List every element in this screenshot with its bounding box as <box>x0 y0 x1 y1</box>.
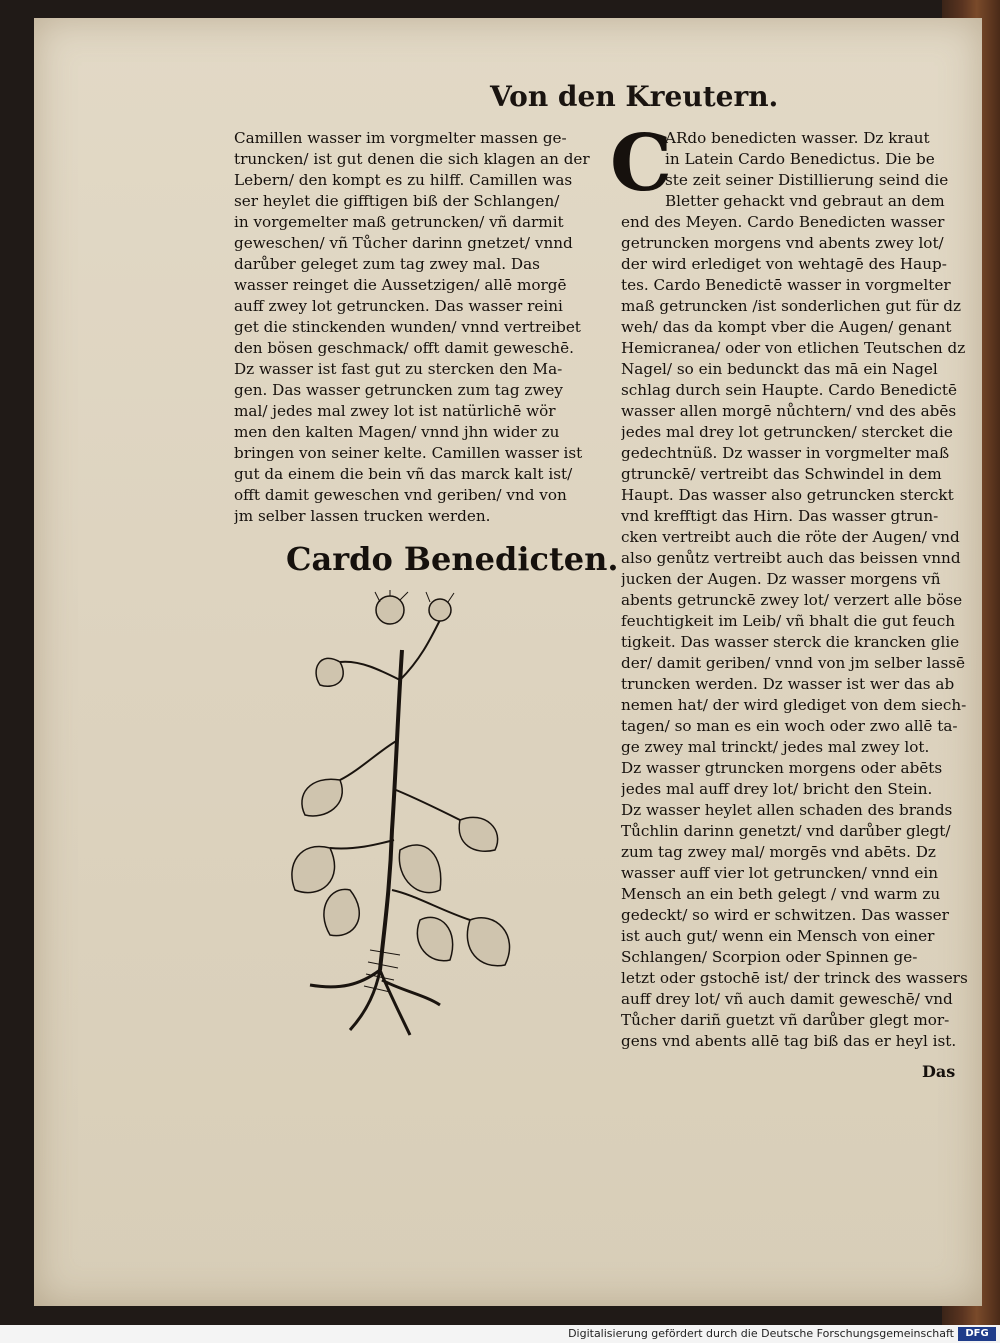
text-line: zum tag zwey mal/ morgēs vnd abēts. Dz <box>621 843 936 861</box>
text-line: getruncken morgens vnd abents zwey lot/ <box>621 234 944 252</box>
text-line: wasser allen morgē nůchtern/ vnd des abēs <box>621 402 957 420</box>
text-line: gens vnd abents allē tag biß das er heyl ist. <box>621 1032 957 1050</box>
text-line: jucken der Augen. Dz wasser morgens vñ <box>621 570 941 588</box>
text-line: ste zeit seiner Distillierung seind die <box>665 171 949 189</box>
text-line: auff zwey lot getruncken. Das wasser reini <box>234 297 563 315</box>
text-line: cken vertreibt auch die röte der Augen/ vnd <box>621 528 960 546</box>
footer-credit-text: Digitalisierung gefördert durch die Deutsche Forschungsgemeinschaft <box>568 1327 954 1340</box>
text-line: maß getruncken /ist sonderlichen gut für dz <box>621 297 962 315</box>
text-line: der wird erlediget von wehtagē des Haup- <box>621 255 947 273</box>
text-line: Mensch an ein beth gelegt / vnd warm zu <box>621 885 941 903</box>
text-line: Schlangen/ Scorpion oder Spinnen ge- <box>621 948 918 966</box>
text-line: feuchtigkeit im Leib/ vñ bhalt die gut feuch <box>621 612 956 630</box>
text-line: in vorgemelter maß getruncken/ vñ darmit <box>234 213 564 231</box>
text-line: tigkeit. Das wasser sterck die krancken glie <box>621 633 960 651</box>
catchword: Das <box>922 1062 956 1081</box>
dfg-logo: DFG <box>958 1327 996 1341</box>
text-line: bringen von seiner kelte. Camillen wasser ist <box>234 444 583 462</box>
text-line: gedeckt/ so wird er schwitzen. Das wasser <box>621 906 949 924</box>
text-line: tes. Cardo Benedictē wasser in vorgmelter <box>621 276 951 294</box>
text-line: truncken werden. Dz wasser ist wer das ab <box>621 675 955 693</box>
text-line: gen. Das wasser getruncken zum tag zwey <box>234 381 563 399</box>
text-line: men den kalten Magen/ vnnd jhn wider zu <box>234 423 560 441</box>
text-line: offt damit geweschen vnd geriben/ vnd von <box>234 486 567 504</box>
drop-capital: C <box>610 118 673 209</box>
text-line: jm selber lassen trucken werden. <box>234 507 491 525</box>
text-line: Haupt. Das wasser also getruncken sterckt <box>621 486 954 504</box>
text-line: den bösen geschmack/ offt damit geweschē. <box>234 339 574 357</box>
text-line: Lebern/ den kompt es zu hilff. Camillen was <box>234 171 573 189</box>
text-line: Tůcher dariñ guetzt vñ darůber glegt mor- <box>621 1011 950 1029</box>
text-line: schlag durch sein Haupte. Cardo Benedictē <box>621 381 957 399</box>
text-line: Bletter gehackt vnd gebraut an dem <box>665 192 945 210</box>
text-line: Dz wasser ist fast gut zu stercken den Ma- <box>234 360 563 378</box>
text-line: end des Meyen. Cardo Benedicten wasser <box>621 213 945 231</box>
text-line: mal/ jedes mal zwey lot ist natürlichē wör <box>234 402 556 420</box>
text-line: letzt oder gstochē ist/ der trinck des wassers <box>621 969 968 987</box>
text-line: abents getrunckē zwey lot/ verzert alle böse <box>621 591 963 609</box>
text-line: gedechtnüß. Dz wasser in vorgmelter maß <box>621 444 950 462</box>
text-line: jedes mal auff drey lot/ bricht den Stein. <box>621 780 933 798</box>
text-line: Camillen wasser im vorgmelter massen ge- <box>234 129 567 147</box>
text-line: gut da einem die bein vñ das marck kalt ist/ <box>234 465 573 483</box>
text-line: Hemicranea/ oder von etlichen Teutschen dz <box>621 339 966 357</box>
text-line: jedes mal drey lot getruncken/ stercket die <box>621 423 953 441</box>
text-line: ge zwey mal trinckt/ jedes mal zwey lot. <box>621 738 930 756</box>
text-line: weh/ das da kompt vber die Augen/ genant <box>621 318 952 336</box>
text-line: nemen hat/ der wird glediget von dem siech- <box>621 696 967 714</box>
text-line: in Latein Cardo Benedictus. Die be <box>665 150 935 168</box>
left-text-column <box>234 128 600 527</box>
running-header: Von den Kreutern. <box>490 80 779 113</box>
text-line: darůber geleget zum tag zwey mal. Das <box>234 255 540 273</box>
text-line: auff drey lot/ vñ auch damit geweschē/ vnd <box>621 990 953 1008</box>
text-line: ARdo benedicten wasser. Dz kraut <box>665 129 930 147</box>
digitization-footer <box>0 1325 1000 1343</box>
text-line: Dz wasser heylet allen schaden des brands <box>621 801 953 819</box>
text-line: truncken/ ist gut denen die sich klagen an der <box>234 150 590 168</box>
text-line: ser heylet die gifftigen biß der Schlangen/ <box>234 192 560 210</box>
text-line: der/ damit geriben/ vnnd von jm selber lassē <box>621 654 966 672</box>
text-line: wasser reinget die Aussetzigen/ allē morgē <box>234 276 567 294</box>
text-line: ist auch gut/ wenn ein Mensch von einer <box>621 927 935 945</box>
text-line: gtrunckē/ vertreibt das Schwindel in dem <box>621 465 942 483</box>
text-line: tagen/ so man es ein woch oder zwo allē ta- <box>621 717 958 735</box>
text-line: get die stinckenden wunden/ vnnd vertreibet <box>234 318 581 336</box>
section-title: Cardo Benedicten. <box>286 540 619 578</box>
plant-woodcut-illustration <box>280 590 530 1040</box>
text-line: Tůchlin darinn genetzt/ vnd darůber glegt/ <box>621 822 951 840</box>
text-line: vnd krefftigt das Hirn. Das wasser gtrun- <box>621 507 939 525</box>
text-line: Dz wasser gtruncken morgens oder abēts <box>621 759 943 777</box>
text-line: Nagel/ so ein bedunckt das mā ein Nagel <box>621 360 938 378</box>
text-line: wasser auff vier lot getruncken/ vnnd ein <box>621 864 938 882</box>
right-text-column <box>621 128 979 1052</box>
text-line: also genůtz vertreibt auch das beissen vnnd <box>621 549 961 567</box>
text-line: geweschen/ vñ Tůcher darinn gnetzet/ vnnd <box>234 234 573 252</box>
